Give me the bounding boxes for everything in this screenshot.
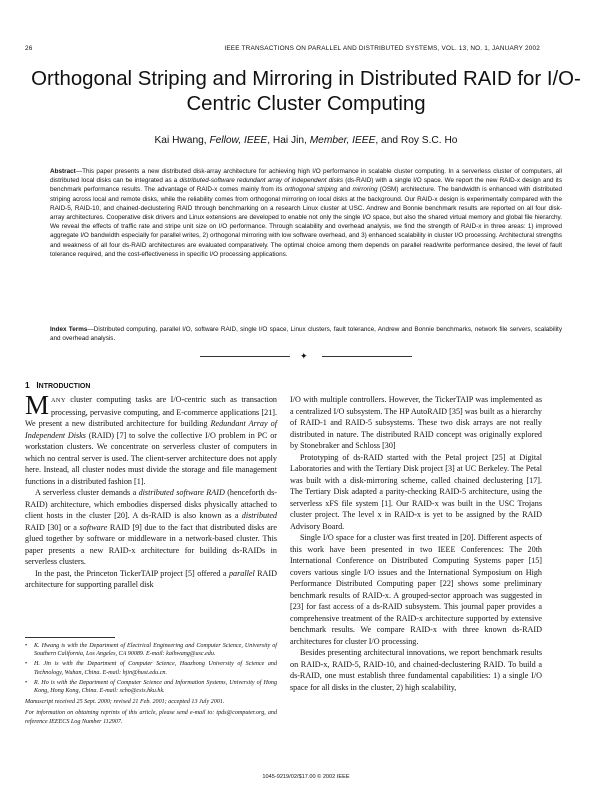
- page-number: 26: [25, 45, 33, 52]
- right-column: [290, 394, 542, 693]
- journal-citation: IEEE TRANSACTIONS ON PARALLEL AND DISTRIBUTED SYSTEMS, VOL. 13, NO. 1, JANUARY 2002: [224, 45, 540, 52]
- paragraph: MANY cluster computing tasks are I/O-centric such as transaction processing, pervasive computing, and E-commerce applications [21]. We present a new distributed architecture for building Redundant Array of Independent Disks (RAID) [7] to solve the collective I/O problem in PC or workstation clusters. We concentrate on serverless cluster of computers in which no central server is used. The client-server architecture does not apply here. Instead, all cluster nodes must divide the storage and file management functions in a distributed fashion [1].: [25, 390, 278, 486]
- paragraph: In the past, the Princeton TickerTAIP project [5] offered a parallel RAID architecture for supporting parallel disk: [25, 568, 277, 589]
- separator-line-left: [200, 356, 290, 357]
- section-heading: 1 INTRODUCTION: [25, 381, 91, 390]
- paragraph: Prototyping of ds-RAID started with the Petal project [25] at Digital Laboratories and with the Tertiary Disk project [3] at UC Berkeley. The Petal was built with a disk-mirroring scheme, called chained declustering [17]. The Tertiary Disk adapted a parity-checking RAID-5 architecture, using the serverless xFS file system [1]. Our RAID-x was built in the USC Trojans cluster project. The level x in RAID-x is yet to be assigned by the RAID Advisory Board.: [290, 452, 542, 531]
- left-column: [25, 390, 278, 591]
- section-number: 1: [25, 381, 30, 390]
- footnote-affiliation: • H. Jin is with the Department of Computer Science, Huazhong University of Science and Technology, Wuhan, China. E-mail: hjin@hust.edu.cn.: [25, 661, 277, 676]
- footnotes: [25, 642, 277, 726]
- paragraph: I/O with multiple controllers. However, the TickerTAIP was implemented as a centralized I/O subsystem. The HP AutoRAID [35] was built as a hierarchy of RAID-1 and RAID-5 subsystems. These two disk arrays are not really distributed in nature. The distributed RAID concept was originally explored by Stonebraker and Schloss [30]: [290, 395, 542, 450]
- footnote-affiliation: • R. Ho is with the Department of Computer Science and Information Systems, University of Hong Kong, Hong Kong, China. E-mail: scho@csis.hku.hk.: [25, 679, 277, 695]
- author-hwang-role: Fellow, IEEE: [209, 135, 268, 146]
- abstract: Abstract—This paper presents a new distributed disk-array architecture for achieving high I/O performance in scalable cluster computing. In a serverless cluster of computers, all distributed local disks can be integrated as a distributed-software redundant array of independent disks (ds-RAID) with a single I/O space. We report the new RAID-x design and its benchmark performance results. The advantage of RAID-x comes mainly from its orthogonal striping and mirroring (OSM) architecture. The bandwidth is enhanced with distributed striping across local and remote disks, while the reliability comes from orthogonal mirroring on local disks at the background. Our RAID-x design is experimentally compared with the RAID-5, RAID-10, and chained-declustering RAID through benchmarking on a research Linux cluster at USC. Andrew and Bonnie benchmark results are reported on all four disk-array architectures. Cooperative disk drivers and Linux extensions are developed to enable not only the single I/O space, but also the shared virtual memory and global file hierarchy. We reveal the effects of traffic rate and stripe unit size on I/O performance. Through scalability and overhead analysis, we find the strength of RAID-x in three areas: 1) improved aggregate I/O bandwidth especially for parallel writes, 2) orthogonal mirroring with low software overhead, and 3) enhanced scalability in cluster I/O processing. Architectural strengths and weakness of all four ds-RAID architectures are evaluated comparatively. The optimal choice among them depends on parallel read/write performance desired, the level of fault tolerance required, and the cost-effectiveness in specific I/O processing applications.: [50, 168, 562, 258]
- footnote-affiliation: • K. Hwang is with the Department of Electrical Engineering and Computer Science, University of Southern California, Los Angeles, CA 90089. E-mail: kaihwang@usc.edu.: [25, 643, 277, 658]
- author-ho: , and Roy S.C. Ho: [375, 135, 458, 146]
- separator-line-right: [322, 356, 412, 357]
- footnote-reprints: For information on obtaining reprints of this article, please send e-mail to: tpds@computer.org, and reference IEEECS Log Number 112907.: [25, 710, 277, 725]
- footnote-rule: [25, 637, 115, 638]
- section-separator: [200, 352, 412, 362]
- paragraph: Besides presenting architectural innovations, we report benchmark results on RAID-x, RAID-5, RAID-10, and chained-declustering RAID. To build a ds-RAID, one must establish three fundamental capabilities: 1) a single I/O space for all disks in the cluster, 2) high scalability,: [290, 648, 542, 692]
- author-jin-role: Member, IEEE: [309, 135, 376, 146]
- paragraph: A serverless cluster demands a distributed software RAID (henceforth ds-RAID) architecture, which embodies dispersed disks physically attached to client hosts in the cluster [20]. A ds-RAID is also known as a distributed RAID [30] or a software RAID [9] due to the fact that distributed disks are glued together by software or middleware in a network-based cluster. This paper presents a new RAID-x architecture for building ds-RAIDs in serverless clusters.: [25, 488, 277, 566]
- footnote-received: Manuscript received 25 Sept. 2000; revised 21 Feb. 2001; accepted 13 July 2001.: [25, 699, 225, 706]
- copyright-footer: 1045-9219/02/$17.00 © 2002 IEEE: [262, 774, 350, 780]
- index-terms-label: Index Terms: [50, 326, 88, 333]
- abstract-label: Abstract: [50, 168, 76, 175]
- paper-title: Orthogonal Striping and Mirroring in Distributed RAID for I/O-Centric Cluster Computing: [31, 68, 581, 115]
- author-hwang: Kai Hwang,: [154, 135, 210, 146]
- drop-cap: M: [25, 390, 50, 420]
- author-jin: , Hai Jin,: [267, 135, 310, 146]
- index-terms: Index Terms—Distributed computing, parallel I/O, software RAID, single I/O space, Linux clusters, fault tolerance, Andrew and Bonnie benchmarks, network file servers, scalability and overhead analysis.: [50, 326, 562, 343]
- running-header: [25, 45, 540, 55]
- paragraph: Single I/O space for a cluster was first treated in [20]. Different aspects of this work have been presented in two IEEE Conferences: The 20th International Conference on Distributed Computing Systems paper [15] covers various single I/O issues and the International Symposium on High Performance Distributed Computing paper [22] shows some preliminary benchmark results of RAID-x. A grouped-sector approach was suggested in [23] for fast access of a ds-RAID subsystem. This journal paper provides a comprehensive treatment of the RAID-x architecture supported by extensive benchmark results. We compare RAID-x with three known ds-RAID architectures for cluster I/O processing.: [290, 533, 542, 646]
- author-line: [20, 135, 592, 146]
- diamond-icon: ✦: [300, 351, 308, 361]
